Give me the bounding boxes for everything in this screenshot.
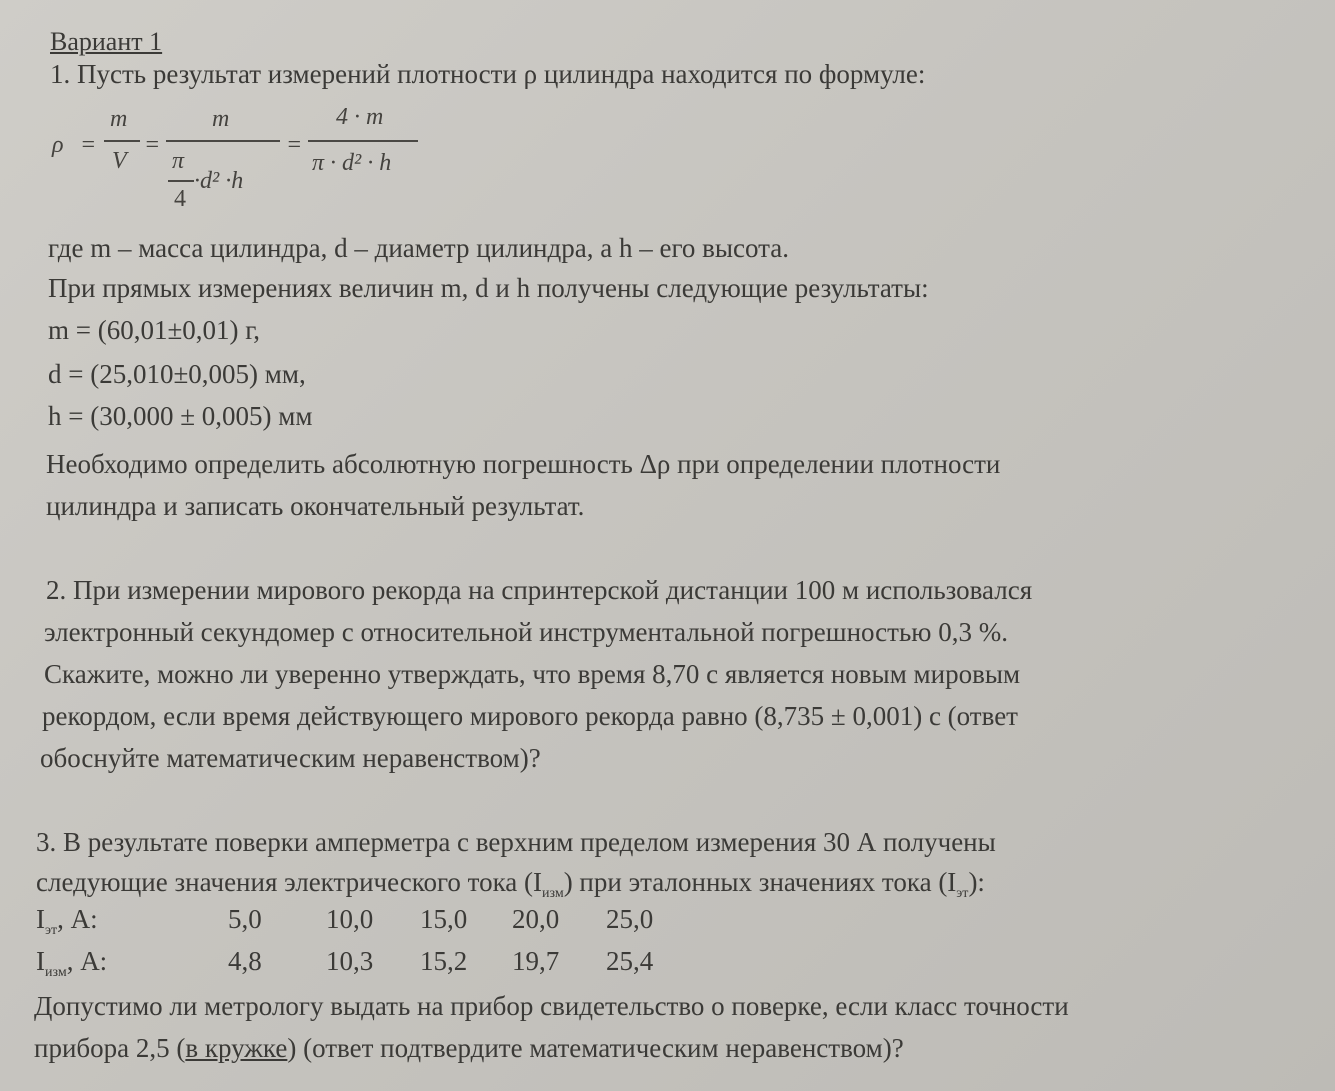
- measured-current-unit: , А:: [66, 946, 108, 976]
- reference-current-symbol: I: [36, 904, 45, 934]
- task3-question-part-a: прибора 2,5 (: [34, 1033, 186, 1063]
- variant-title: Вариант 1: [50, 27, 163, 56]
- task3-line2-sub-izm: изм: [542, 886, 564, 901]
- formula-4m: 4 · m: [336, 104, 384, 130]
- task1-intro: 1. Пусть результат измерений плотности ρ цилиндра находится по формуле:: [50, 59, 926, 89]
- formula-m-num-2: m: [212, 106, 230, 132]
- task2-line5: обоснуйте математическим неравенством)?: [40, 743, 541, 773]
- measured-current-symbol: I: [36, 946, 45, 976]
- task3-line2-part-c: ):: [968, 867, 985, 897]
- measured-current-sub: изм: [45, 965, 67, 980]
- formula-four: 4: [174, 186, 186, 212]
- fraction-bar-2: [166, 140, 280, 142]
- formula-pi: π: [172, 148, 185, 174]
- measured-current-value: 15,2: [420, 946, 468, 976]
- measured-current-value: 25,4: [606, 946, 654, 976]
- reference-current-value: 5,0: [228, 904, 262, 934]
- task2-line1: 2. При измерении мирового рекорда на спринтерской дистанции 100 м использовался: [46, 575, 1033, 605]
- formula-V: V: [112, 148, 127, 174]
- task3-question-line2: [34, 1032, 904, 1064]
- task1-where: где m – масса цилиндра, d – диаметр цилиндра, а h – его высота.: [48, 233, 789, 263]
- fraction-bar-1: [104, 140, 140, 142]
- reference-current-value: 10,0: [326, 904, 374, 934]
- task3-question-part-b: ) (ответ подтвердите математическим неравенством)?: [287, 1033, 904, 1063]
- reference-current-unit: , А:: [57, 904, 98, 934]
- measured-current-label: [36, 946, 107, 981]
- reference-current-value: 20,0: [512, 904, 560, 934]
- formula-m-num: m: [110, 106, 128, 132]
- task1-need-line1: Необходимо определить абсолютную погрешность Δρ при определении плотности: [46, 449, 1001, 479]
- task1-d-value: d = (25,010±0,005) мм,: [48, 359, 306, 389]
- task3-line1: 3. В результате поверки амперметра с верхним пределом измерения 30 А получены: [36, 827, 996, 857]
- reference-current-value: 15,0: [420, 904, 468, 934]
- task3-question-line1: Допустимо ли метрологу выдать на прибор свидетельство о поверке, если класс точности: [34, 991, 1069, 1021]
- reference-current-label: [36, 904, 98, 939]
- fraction-bar-3: [168, 180, 194, 182]
- reference-current-value: 25,0: [606, 904, 654, 934]
- formula-pi-d2h: π · d² · h: [312, 150, 392, 176]
- formula-eq-3: =: [286, 132, 303, 158]
- task2-line3: Скажите, можно ли уверенно утверждать, что время 8,70 с является новым мировым: [44, 659, 1021, 689]
- task3-line2-part-b: ) при эталонных значениях тока (I: [563, 867, 957, 897]
- task3-question-underlined: в кружке: [185, 1033, 288, 1063]
- task1-h-value: h = (30,000 ± 0,005) мм: [48, 401, 313, 431]
- task1-need-line2: цилиндра и записать окончательный результат.: [46, 491, 585, 521]
- measured-current-value: 19,7: [512, 946, 560, 976]
- task3-line2: [36, 866, 985, 910]
- measured-current-value: 4,8: [228, 946, 262, 976]
- task2-line2: электронный секундомер с относительной инструментальной погрешностью 0,3 %.: [44, 617, 1008, 647]
- formula-d2h: ·d² ·h: [194, 168, 244, 194]
- task1-m-value: m = (60,01±0,01) г,: [48, 315, 261, 345]
- reference-current-sub: эт: [45, 923, 58, 938]
- formula-eq-1: =: [80, 132, 97, 158]
- measured-current-value: 10,3: [326, 946, 374, 976]
- fraction-bar-4: [308, 140, 418, 142]
- task3-line2-part-a: следующие значения электрического тока (I: [36, 867, 542, 897]
- task1-direct: При прямых измерениях величин m, d и h получены следующие результаты:: [48, 273, 929, 303]
- task3-line2-sub-et: эт: [956, 886, 969, 901]
- task2-line4: рекордом, если время действующего мирового рекорда равно (8,735 ± 0,001) с (ответ: [42, 701, 1018, 731]
- formula-eq-2: =: [144, 132, 161, 158]
- formula-rho: ρ: [52, 132, 64, 158]
